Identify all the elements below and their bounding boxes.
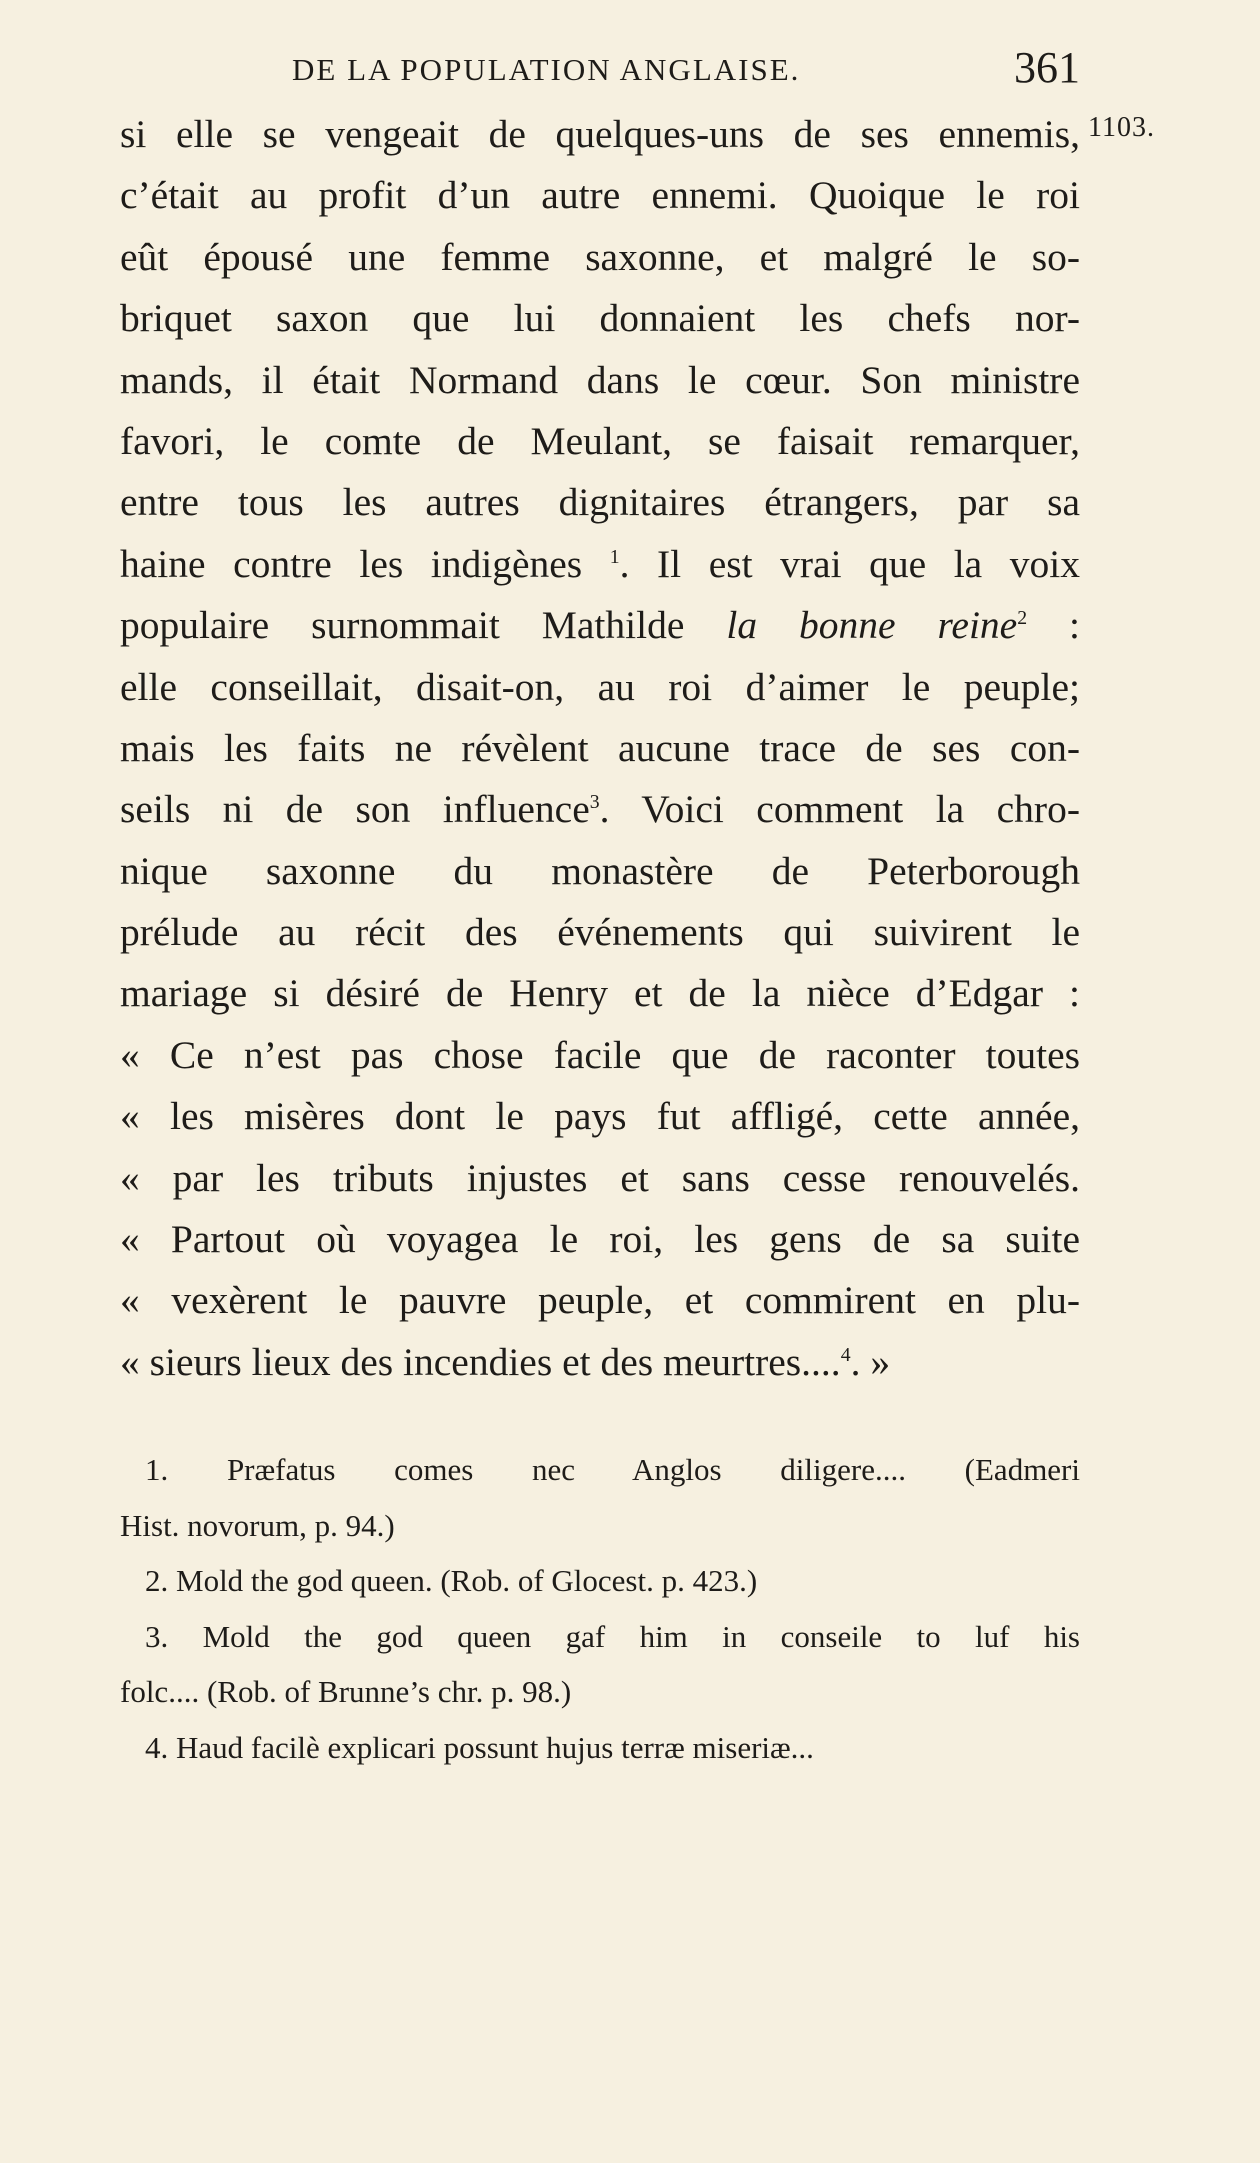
page-header [120, 40, 1080, 100]
footnote-line: 2. Mold the god queen. (Rob. of Glocest. p. 423.) [145, 1563, 758, 1598]
text-fragment: « sieurs lieux des incendies et des meurtres.... [120, 1339, 841, 1384]
footnote-ref-4: 4 [840, 1343, 851, 1366]
text-line: c’était au profit d’un autre ennemi. Quoique le roi [120, 173, 1080, 218]
text-fragment: . Il est vrai que la voix [619, 541, 1080, 586]
footnote-line: 1. Præfatus comes nec Anglos diligere.... (Eadmeri [145, 1452, 1080, 1487]
text-line: favori, le comte de Meulant, se faisait remarquer, [120, 418, 1080, 463]
running-title: DE LA POPULATION ANGLAISE. [292, 52, 801, 87]
text-line: « vexèrent le pauvre peuple, et commirent en plu- [120, 1278, 1080, 1323]
text-fragment: : [1027, 603, 1081, 648]
footnote-ref-3: 3 [589, 791, 600, 814]
text-line: « les misères dont le pays fut affligé, cette année, [120, 1094, 1080, 1139]
italic-phrase: la bonne reine [726, 603, 1018, 648]
text-line: eût épousé une femme saxonne, et malgré le so- [120, 234, 1080, 279]
footnote-line: 4. Haud facilè explicari possunt hujus terræ miseriæ... [145, 1729, 814, 1765]
footnotes [120, 1442, 1080, 1775]
text-line: elle conseillait, disait-on, au roi d’aimer le peuple; [120, 664, 1080, 709]
main-text [120, 104, 1080, 1393]
text-line [120, 595, 1080, 656]
text-line: briquet saxon que lui donnaient les chefs nor- [120, 296, 1080, 341]
text-line: prélude au récit des événements qui suivirent le [120, 910, 1080, 955]
footnote-line: Hist. novorum, p. 94.) [120, 1507, 395, 1543]
text-line [120, 1332, 1080, 1393]
text-line [120, 534, 1080, 595]
text-line: « Partout où voyagea le roi, les gens de sa suite [120, 1217, 1080, 1262]
footnote-line: 3. Mold the god queen gaf him in conseile to luf his [145, 1618, 1080, 1654]
text-line: mais les faits ne révèlent aucune trace de ses con- [120, 725, 1080, 770]
text-line: mariage si désiré de Henry et de la nièce d’Edgar : [120, 971, 1080, 1016]
text-fragment: . » [850, 1339, 891, 1384]
footnote-ref-2: 2 [1017, 606, 1028, 629]
text-fragment: seils ni de son influence [120, 787, 590, 832]
text-line: si elle se vengeait de quelques-uns de ses ennemis, [120, 112, 1080, 156]
text-fragment: . Voici comment la chro- [599, 787, 1080, 832]
footnote-line: folc.... (Rob. of Brunne’s chr. p. 98.) [120, 1674, 572, 1709]
footnote-ref-1: 1 [609, 545, 620, 568]
text-line: entre tous les autres dignitaires étrangers, par sa [120, 480, 1080, 525]
text-fragment: populaire surnommait Mathilde [120, 603, 727, 648]
page-number: 361 [1014, 43, 1080, 92]
text-line: nique saxonne du monastère de Peterborough [120, 848, 1080, 893]
text-line: « par les tributs injustes et sans cesse renouvelés. [120, 1155, 1080, 1200]
text-fragment: haine contre les indigènes [120, 541, 610, 586]
text-line [120, 779, 1080, 840]
margin-year-note: 1103. [1088, 112, 1155, 143]
text-line: « Ce n’est pas chose facile que de raconter toutes [120, 1032, 1080, 1077]
text-line: mands, il était Normand dans le cœur. Son ministre [120, 357, 1080, 402]
